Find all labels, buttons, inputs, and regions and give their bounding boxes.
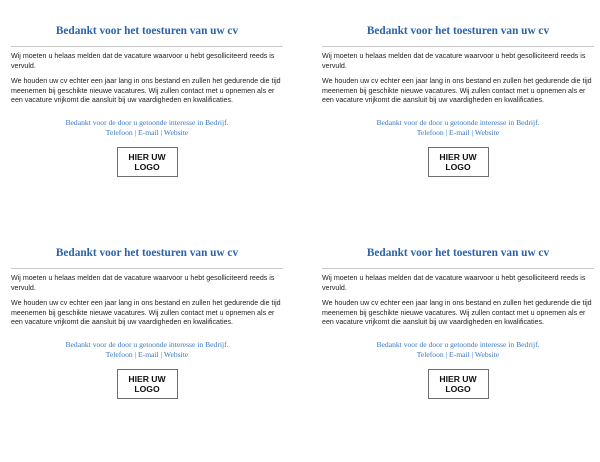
contact-separator: | (445, 127, 448, 137)
email-label: E-mail (449, 127, 470, 137)
logo-placeholder (428, 369, 489, 399)
postcard-bottom-left (11, 246, 283, 399)
logo-text-line1: HIER UW (128, 373, 166, 384)
divider-line (322, 268, 594, 269)
contact-separator: | (160, 349, 163, 359)
email-label: E-mail (138, 127, 159, 137)
card-title: Bedankt voor het toesturen van uw cv (55, 247, 239, 259)
divider-line (322, 46, 594, 47)
website-label: Website (163, 349, 189, 359)
contact-line (322, 350, 594, 360)
website-label: Website (474, 127, 500, 137)
logo-placeholder (117, 147, 178, 177)
divider-line (11, 268, 283, 269)
keep-cv-paragraph: We houden uw cv echter een jaar lang in ons bestand en zullen het gedurende die tijd meenemen bij geschikte nieuwe vacatures. Wij zullen contact met u opnemen als er een vacature vrijkomt die aansluit bij uw vaardigheden en kwalificaties. (322, 299, 592, 327)
contact-separator: | (471, 127, 474, 137)
phone-label: Telefoon (105, 127, 133, 137)
contact-separator: | (160, 127, 163, 137)
logo-text-line2: LOGO (445, 383, 471, 394)
vacancy-filled-paragraph: Wij moeten u helaas melden dat de vacature waarvoor u hebt gesolliciteerd reeds is vervuld. (322, 274, 586, 292)
contact-line (322, 128, 594, 138)
logo-text-line2: LOGO (134, 383, 160, 394)
logo-text-line1: HIER UW (439, 373, 477, 384)
thanks-line: Bedankt voor de door u getoonde interesse in Bedrijf. (65, 339, 229, 349)
divider-line (11, 46, 283, 47)
card-title: Bedankt voor het toesturen van uw cv (55, 25, 239, 37)
keep-cv-paragraph: We houden uw cv echter een jaar lang in ons bestand en zullen het gedurende die tijd meenemen bij geschikte nieuwe vacatures. Wij zullen contact met u opnemen als er een vacature vrijkomt die aansluit bij uw vaardigheden en kwalificaties. (322, 77, 592, 105)
phone-label: Telefoon (416, 127, 444, 137)
logo-placeholder (428, 147, 489, 177)
thanks-line: Bedankt voor de door u getoonde interesse in Bedrijf. (376, 117, 540, 127)
vacancy-filled-paragraph: Wij moeten u helaas melden dat de vacature waarvoor u hebt gesolliciteerd reeds is vervuld. (322, 52, 586, 70)
contact-line (11, 128, 283, 138)
postcard-bottom-right (322, 246, 594, 399)
keep-cv-paragraph: We houden uw cv echter een jaar lang in ons bestand en zullen het gedurende die tijd meenemen bij geschikte nieuwe vacatures. Wij zullen contact met u opnemen als er een vacature vrijkomt die aansluit bij uw vaardigheden en kwalificaties. (11, 299, 281, 327)
vacancy-filled-paragraph: Wij moeten u helaas melden dat de vacature waarvoor u hebt gesolliciteerd reeds is vervuld. (11, 52, 275, 70)
card-title: Bedankt voor het toesturen van uw cv (366, 247, 550, 259)
contact-separator: | (445, 349, 448, 359)
thanks-line: Bedankt voor de door u getoonde interesse in Bedrijf. (376, 339, 540, 349)
contact-line (11, 350, 283, 360)
postcard-top-right (322, 24, 594, 177)
contact-separator: | (471, 349, 474, 359)
card-title: Bedankt voor het toesturen van uw cv (366, 25, 550, 37)
logo-text-line1: HIER UW (439, 151, 477, 162)
email-label: E-mail (138, 349, 159, 359)
vacancy-filled-paragraph: Wij moeten u helaas melden dat de vacature waarvoor u hebt gesolliciteerd reeds is vervuld. (11, 274, 275, 292)
contact-separator: | (134, 127, 137, 137)
phone-label: Telefoon (416, 349, 444, 359)
website-label: Website (474, 349, 500, 359)
thanks-line: Bedankt voor de door u getoonde interesse in Bedrijf. (65, 117, 229, 127)
logo-text-line2: LOGO (134, 161, 160, 172)
phone-label: Telefoon (105, 349, 133, 359)
website-label: Website (163, 127, 189, 137)
postcard-top-left (11, 24, 283, 177)
logo-placeholder (117, 369, 178, 399)
logo-text-line1: HIER UW (128, 151, 166, 162)
logo-text-line2: LOGO (445, 161, 471, 172)
contact-separator: | (134, 349, 137, 359)
keep-cv-paragraph: We houden uw cv echter een jaar lang in ons bestand en zullen het gedurende die tijd meenemen bij geschikte nieuwe vacatures. Wij zullen contact met u opnemen als er een vacature vrijkomt die aansluit bij uw vaardigheden en kwalificaties. (11, 77, 281, 105)
email-label: E-mail (449, 349, 470, 359)
